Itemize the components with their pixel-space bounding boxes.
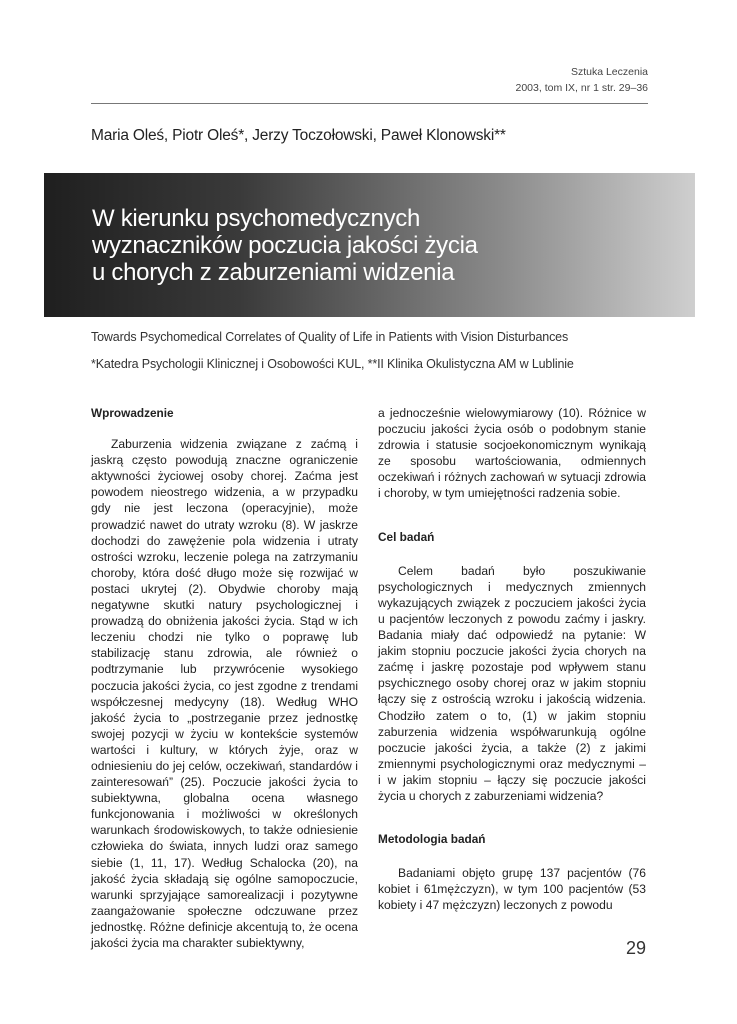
- header-divider: [91, 103, 648, 104]
- journal-info: [516, 64, 649, 96]
- affiliations: *Katedra Psychologii Klinicznej i Osobowości KUL, **II Klinika Okulistyczna AM w Lublinie: [91, 357, 574, 371]
- journal-name: Sztuka Leczenia: [570, 66, 648, 78]
- introduction-continuation: a jednocześnie wielowymiarowy (10). Różnice w poczuciu jakości życia osób o podobnym stanie zdrowia i statusie socjoekonomicznym wynikają ze sposobu wartościowania, odmiennych oczekiwań i różnych zachowań w sytuacji zdrowia i choroby, w tym umiejętności radzenia sobie.: [378, 406, 646, 501]
- section-heading-goal: Cel badań: [378, 529, 435, 544]
- methodology-paragraph: Badaniami objęto grupę 137 pacjentów (76 kobiet i 61mężczyzn), w tym 100 pacjentów (53 kobiety i 47 mężczyzn) leczonych z powodu: [378, 866, 646, 913]
- title-line: W kierunku psychomedycznych: [92, 205, 421, 232]
- article-title: [92, 205, 652, 286]
- goal-paragraph: Celem badań było poszukiwanie psychologicznych i medycznych zmiennych wykazujących związek z poczuciem jakości życia u pacjentów leczonych z powodu zaćmy i jaskry. Badania miały dać odpowiedź na pytanie: W jakim stopniu poczucie jakości życia chorych na zaćmę i jaskrę pozostaje pod wpływem stanu psychicznego osoby chorej oraz w jakim stopniu łączy się z ostrością wzroku i jakością widzenia. Chodziło zatem o to, (1) w jakim stopniu zaburzenia widzenia współwarunkują ogólne poczucie jakości życia, a także (2) z jakimi zmiennymi psychologicznymi oraz medycznymi – i w jakim stopniu – łączy się poczucie jakości życia u chorych z zaburzeniami widzenia?: [378, 563, 646, 803]
- page-number: 29: [625, 938, 646, 958]
- title-line: u chorych z zaburzeniami widzenia: [92, 259, 455, 286]
- section-heading-introduction: Wprowadzenie: [91, 406, 174, 420]
- english-title: Towards Psychomedical Correlates of Quality of Life in Patients with Vision Disturbances: [91, 330, 569, 344]
- left-column: [91, 405, 358, 951]
- introduction-paragraph: Zaburzenia widzenia związane z zaćmą i jaskrą często powodują znaczne ograniczenie aktywności życiowej osoby chorej. Zaćma jest powodem nieostrego widzenia, a w przypadku gdy nie jest leczona (operacyjnie), może prowadzić nawet do utraty wzroku (8). W jaskrze dochodzi do zawężenie pola widzenia i utraty ostrości wzroku, leczenie polega na zatrzymaniu choroby, która dość długo może się rozwijać w postaci ukrytej (2). Obydwie choroby mają negatywne skutki natury psychologicznej i prowadzą do obniżenia jakości życia. Stąd w ich leczeniu chodzi nie tylko o poprawę lub stabilizację stanu zdrowia, ale również o podtrzymanie lub przywrócenie wysokiego poczucia jakości życia, co jest zgodne z trendami współczesnej medycyny (18). Według WHO jakość życia to „postrzeganie przez jednostkę swojej pozycji w życiu w kontekście systemów wartości i kultury, w których żyje, oraz w odniesieniu do jej celów, oczekiwań, standardów i zainteresowań” (25). Poczucie jakości życia to subiektywna, globalna ocena własnego funkcjonowania i możliwości w określonych warunkach środowiskowych, to także odniesienie człowieka do świata, innych ludzi oraz samego siebie (1, 11, 17). Według Schalocka (20), na jakość życia składają się ogólne samopoczucie, warunki sprzyjające samorealizacji i pozytywne zaangażowanie społeczne odczuwane przez jednostkę. Różne definicje akcentują to, że ocena jakości życia ma charakter subiektywny,: [91, 437, 358, 950]
- section-heading-methodology: Metodologia badań: [378, 832, 486, 847]
- author-list: Maria Oleś, Piotr Oleś*, Jerzy Toczołowski, Paweł Klonowski**: [91, 127, 506, 144]
- right-column: [378, 405, 646, 913]
- journal-issue: 2003, tom IX, nr 1 str. 29–36: [515, 82, 648, 94]
- title-line: wyznaczników poczucia jakości życia: [92, 232, 478, 259]
